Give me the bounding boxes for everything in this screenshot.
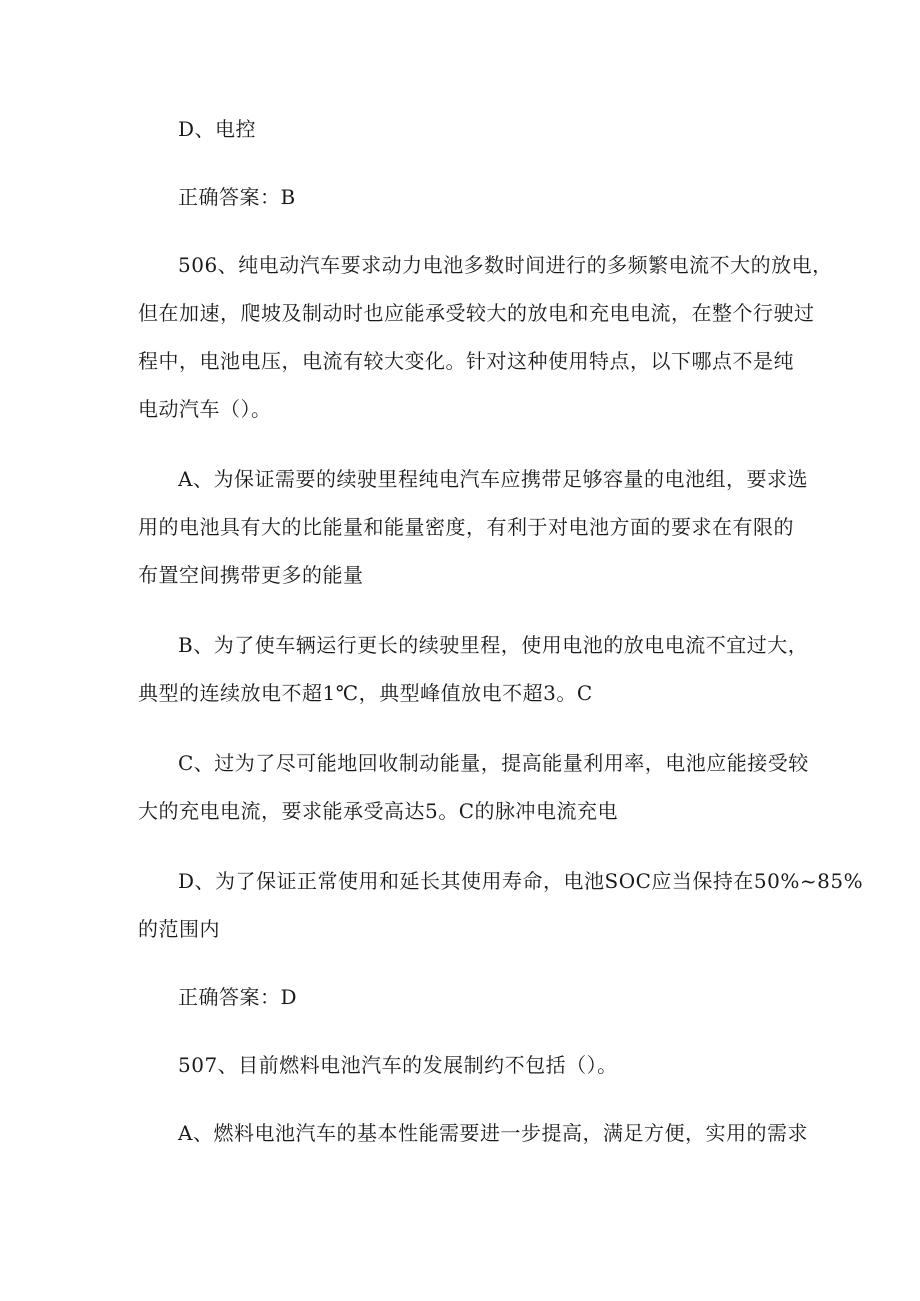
q506-stem-line-1: 506、纯电动汽车要求动力电池多数时间进行的多频繁电流不大的放电， xyxy=(178,253,833,277)
q506-option-a-line-2: 用的电池具有大的比能量和能量密度，有利于对电池方面的要求在有限的 xyxy=(138,515,794,539)
q506-option-c-line-1: C、过为了尽可能地回收制动能量，提高能量利用率，电池应能接受较 xyxy=(178,751,809,775)
q506-stem-line-4: 电动汽车（）。 xyxy=(138,397,272,421)
q506-option-b-line-1: B、为了使车辆运行更长的续驶里程，使用电池的放电电流不宜过大， xyxy=(178,633,809,657)
q506-option-a-line-3: 布置空间携带更多的能量 xyxy=(138,563,364,587)
q506-option-c-line-2: 大的充电电流，要求能承受高达5。C的脉冲电流充电 xyxy=(138,799,619,823)
q506-stem-line-2: 但在加速，爬坡及制动时也应能承受较大的放电和充电电流，在整个行驶过 xyxy=(138,301,815,325)
q507-stem: 507、目前燃料电池汽车的发展制约不包括（）。 xyxy=(178,1053,618,1077)
q505-answer: 正确答案：B xyxy=(178,185,296,209)
q505-option-d: D、电控 xyxy=(178,117,257,141)
q506-option-d-line-2: 的范围内 xyxy=(138,917,220,941)
q506-answer: 正确答案：D xyxy=(178,985,298,1009)
q506-option-d-line-1: D、为了保证正常使用和延长其使用寿命，电池SOC应当保持在50%~85% xyxy=(178,869,864,893)
q506-stem-line-3: 程中，电池电压，电流有较大变化。针对这种使用特点，以下哪点不是纯 xyxy=(138,349,794,373)
q506-option-a-line-1: A、为保证需要的续驶里程纯电汽车应携带足够容量的电池组，要求选 xyxy=(178,467,808,491)
q507-option-a: A、燃料电池汽车的基本性能需要进一步提高，满足方便，实用的需求 xyxy=(178,1121,808,1145)
q506-option-b-line-2: 典型的连续放电不超1℃，典型峰值放电不超3。C xyxy=(138,681,593,705)
